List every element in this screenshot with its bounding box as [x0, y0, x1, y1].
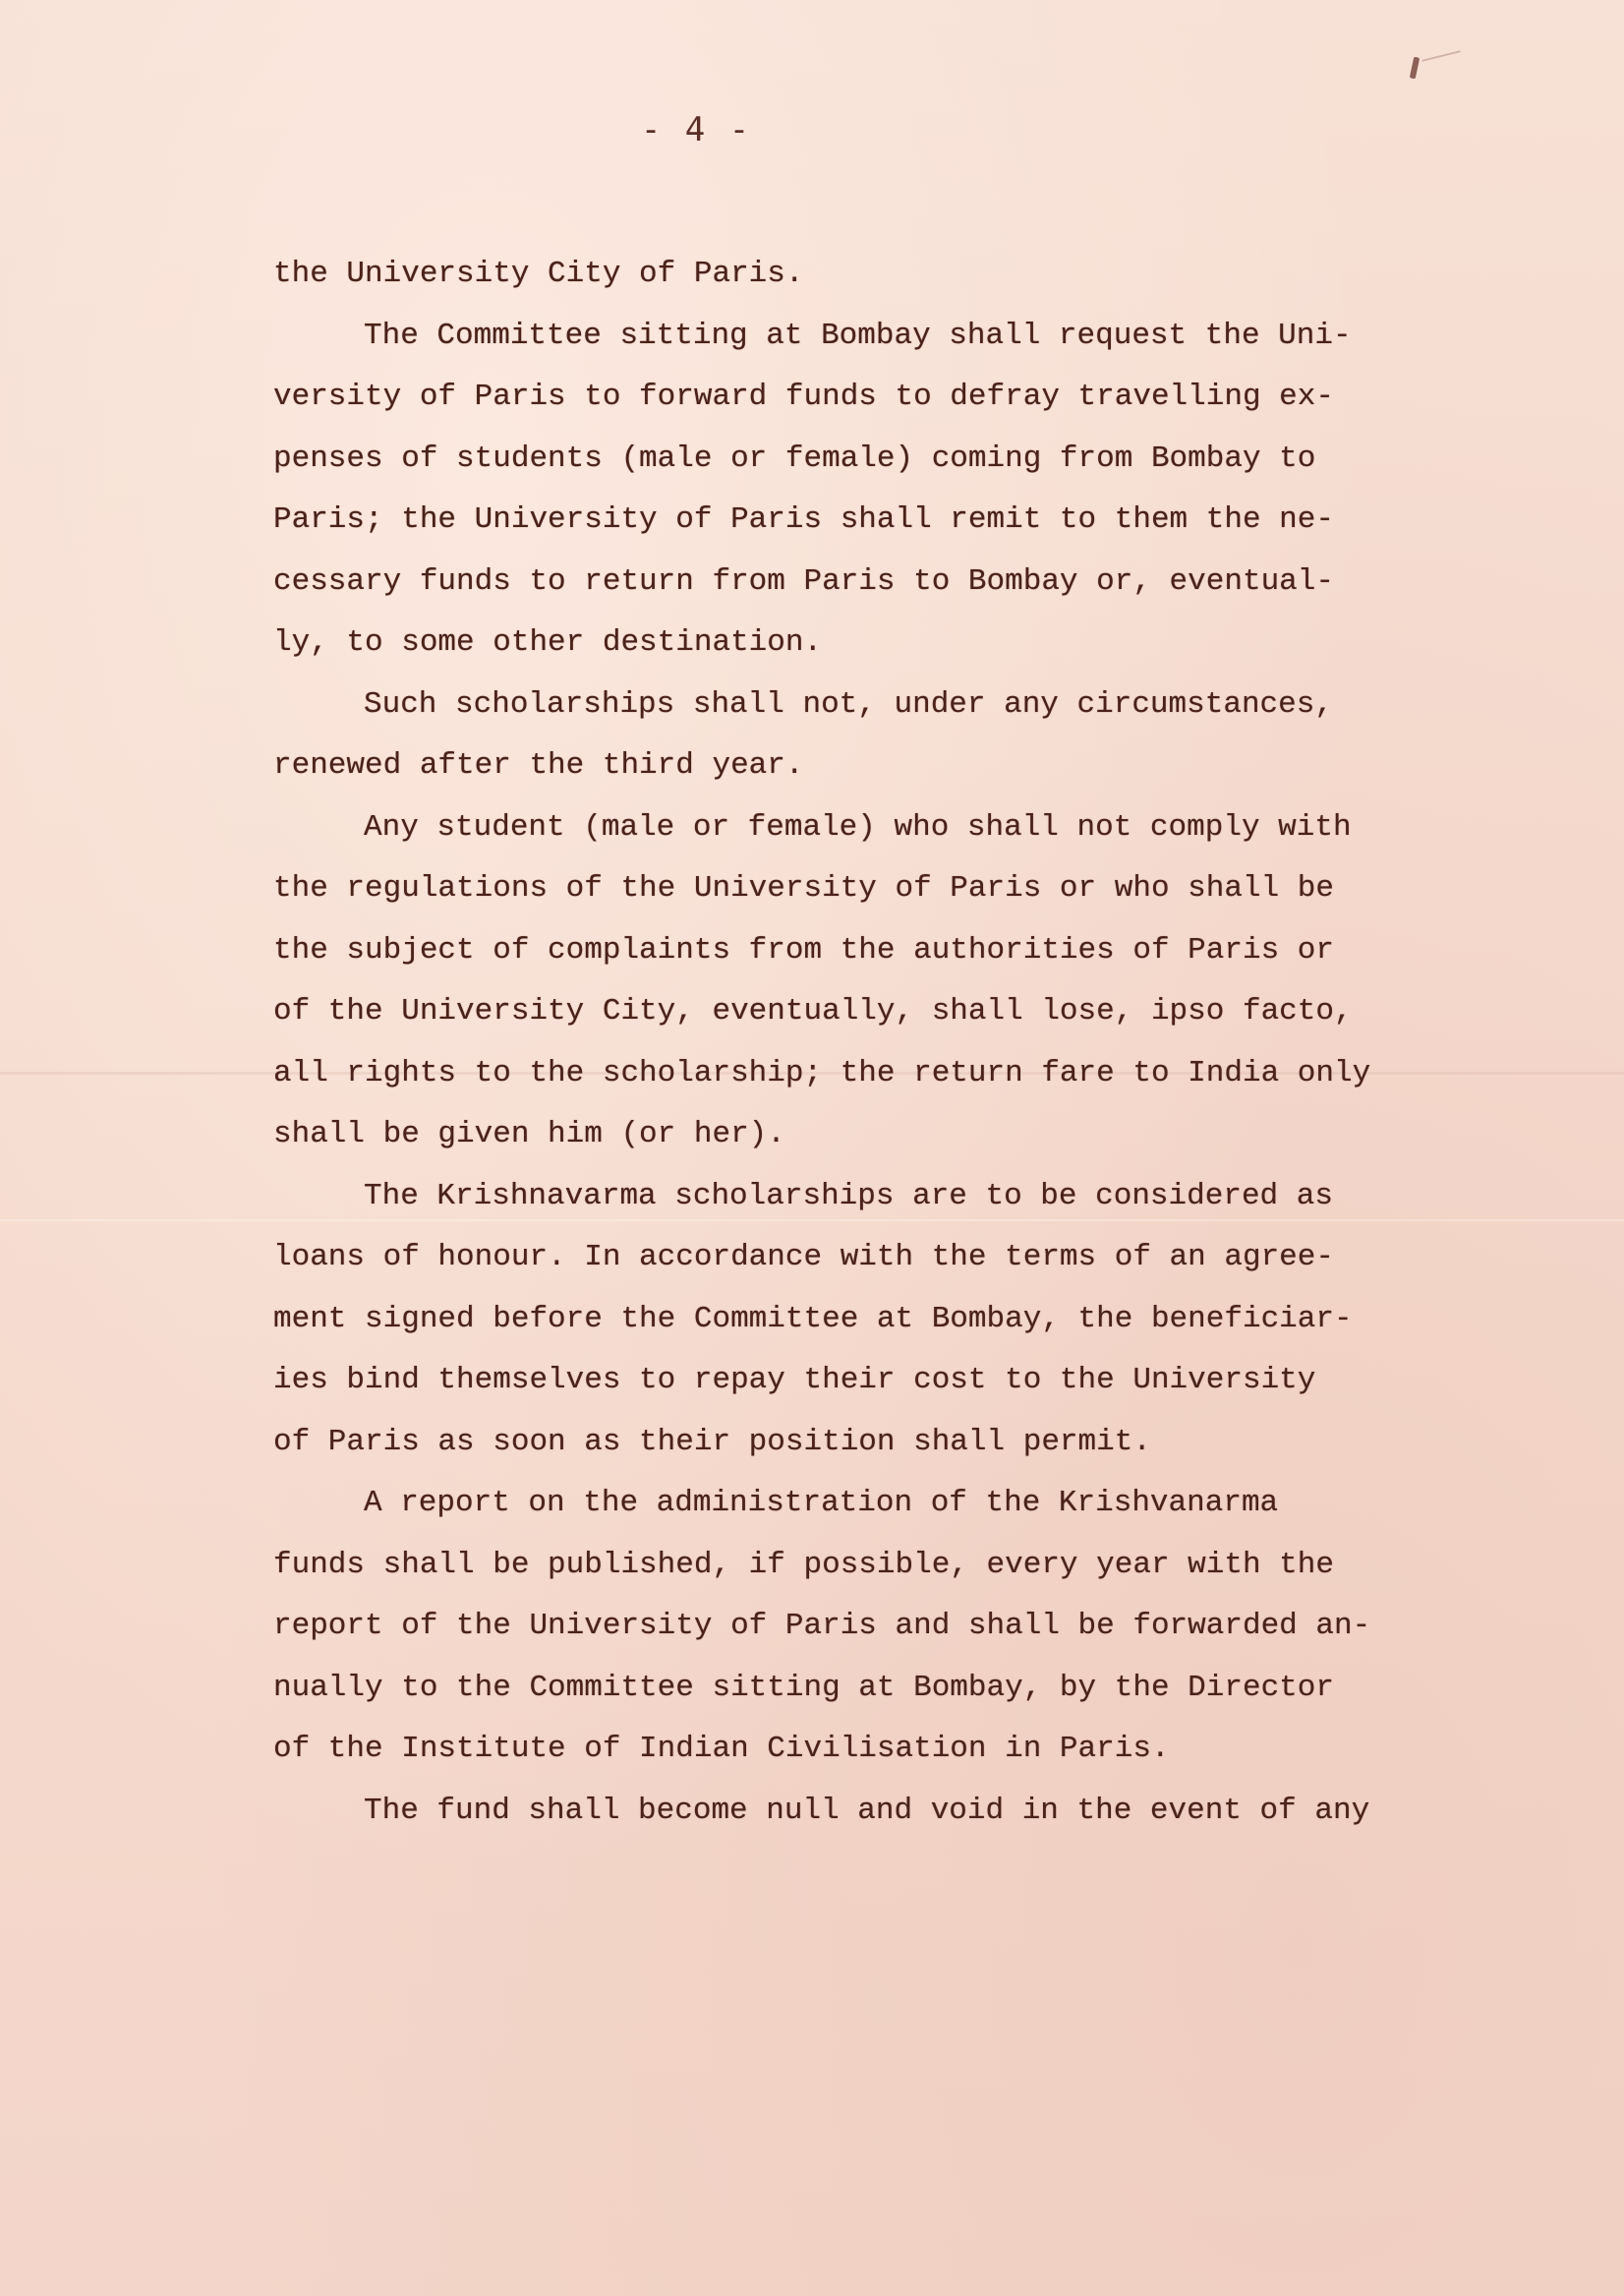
- text-line: the regulations of the University of Paris or who shall be: [273, 871, 1334, 906]
- page-number: - 4 -: [640, 110, 752, 149]
- text-line: of the Institute of Indian Civilisation in Paris.: [273, 1732, 1170, 1766]
- text-line: cessary funds to return from Paris to Bombay or, eventual-: [273, 563, 1334, 599]
- text-line: ly, to some other destination.: [273, 625, 823, 660]
- text-line: versity of Paris to forward funds to defray travelling ex-: [273, 380, 1334, 414]
- text-line: The Committee sitting at Bombay shall request the Uni-: [364, 318, 1352, 353]
- body-text: [273, 244, 1414, 1842]
- text-line: all rights to the scholarship; the return fare to India only: [273, 1055, 1371, 1090]
- text-line: report of the University of Paris and shall be forwarded an-: [273, 1609, 1371, 1643]
- text-line: ies bind themselves to repay their cost to the University: [273, 1363, 1316, 1397]
- text-line: A report on the administration of the Krishvanarma: [364, 1486, 1279, 1520]
- text-line: Any student (male or female) who shall not comply with: [364, 809, 1352, 845]
- text-line: renewed after the third year.: [273, 748, 804, 783]
- text-line: penses of students (male or female) coming from Bombay to: [273, 441, 1316, 476]
- text-line: Such scholarships shall not, under any circumstances,: [364, 686, 1333, 722]
- text-line: loans of honour. In accordance with the terms of an agree-: [273, 1240, 1334, 1274]
- text-line: of Paris as soon as their position shall permit.: [273, 1424, 1151, 1459]
- text-line: funds shall be published, if possible, every year with the: [273, 1547, 1334, 1582]
- text-line: shall be given him (or her).: [273, 1117, 785, 1151]
- text-line: nually to the Committee sitting at Bombay, by the Director: [273, 1670, 1334, 1705]
- text-line: of the University City, eventually, shall lose, ipso facto,: [273, 994, 1353, 1029]
- text-line: The fund shall become null and void in the event of any: [364, 1793, 1370, 1828]
- ink-mark: [1410, 57, 1420, 80]
- text-line: the subject of complaints from the authorities of Paris or: [273, 932, 1334, 968]
- ink-scratch: [1421, 50, 1460, 62]
- text-line: ment signed before the Committee at Bombay, the beneficiar-: [273, 1301, 1353, 1336]
- text-line: Paris; the University of Paris shall remit to them the ne-: [273, 502, 1334, 537]
- text-line: the University City of Paris.: [273, 257, 804, 291]
- text-line: The Krishnavarma scholarships are to be considered as: [364, 1178, 1333, 1213]
